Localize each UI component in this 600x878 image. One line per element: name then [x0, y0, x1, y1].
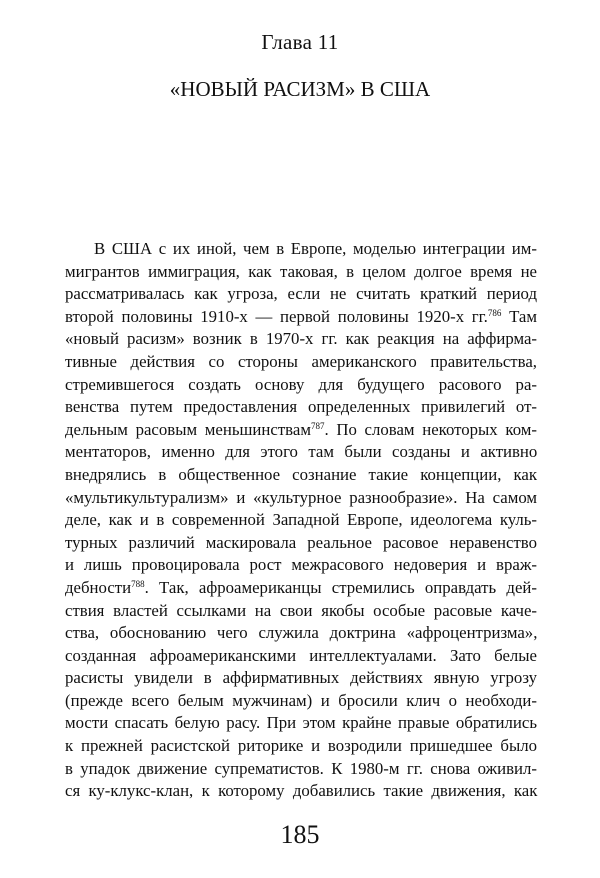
line-text: ствия властей ссылками на свои якобы особые расовые каче- [65, 600, 537, 620]
line-text: расисты увидели в аффирмативных действиях явную угрозу [65, 668, 537, 688]
line-text: ся ку-клукс-клан, к которому добавились такие движения, как [65, 781, 538, 801]
text-line [65, 396, 537, 419]
text-line [65, 487, 537, 510]
text-line [65, 667, 537, 690]
line-text: дельным расовым меньшинствам [65, 419, 311, 439]
line-text: «мультикультурализм» и «культурное разнообразие». На самом [65, 487, 538, 507]
text-line [65, 532, 537, 555]
line-text: стремившегося создать основу для будущего расового ра- [65, 374, 537, 394]
text-line [65, 690, 537, 713]
line-text-continued: Там [501, 306, 537, 326]
text-line [65, 238, 537, 261]
text-line [65, 712, 537, 735]
text-line [65, 419, 537, 442]
text-line [65, 283, 537, 306]
line-text: венства путем предоставления определенных привилегий от- [65, 397, 537, 417]
line-text: «новый расизм» возник в 1970-х гг. как реакция на аффирма- [65, 329, 537, 349]
text-line [65, 577, 537, 600]
text-line [65, 464, 537, 487]
line-text: турных различий маскировала реальное расовое неравенство [65, 532, 537, 552]
page-number: 185 [280, 820, 320, 849]
text-line [65, 306, 537, 329]
footnote-marker: 787 [310, 420, 325, 431]
line-text: тивные действия со стороны американского правительства, [65, 351, 537, 371]
text-line [65, 509, 537, 532]
line-text: в упадок движение супрематистов. К 1980-м гг. снова оживил- [65, 758, 537, 778]
line-text: к прежней расистской риторике и возродили пришедшее было [65, 736, 537, 756]
text-line [65, 645, 537, 668]
text-line [65, 758, 537, 781]
text-line [65, 351, 537, 374]
line-text: созданная афроамериканскими интеллектуалами. Зато белые [65, 645, 537, 665]
line-text: ства, обоснованию чего служила доктрина «афроцентризма», [65, 623, 538, 643]
line-text: рассматривалась как угроза, если не считать краткий период [65, 284, 538, 304]
line-text-continued: . По словам некоторых ком- [324, 419, 537, 439]
line-text: и лишь провоцировала рост межрасового недоверия и враж- [65, 555, 537, 575]
line-text: мигрантов иммиграция, как таковая, в целом долгое время не [65, 261, 537, 281]
line-text: мости спасать белую расу. При этом крайне правые обратились [65, 713, 537, 733]
line-text: второй половины 1910-х — первой половины 1920-х гг. [65, 306, 488, 326]
line-text: внедрялись в общественное сознание такие концепции, как [65, 464, 537, 484]
line-text: (прежде всего белым мужчинам) и бросили клич о необходи- [65, 690, 537, 710]
text-line [65, 600, 537, 623]
body-paragraph [65, 238, 537, 803]
text-line [65, 328, 537, 351]
text-line [65, 735, 537, 758]
text-line [65, 780, 537, 803]
line-text: дебности [65, 577, 132, 597]
text-line [65, 554, 537, 577]
chapter-label: Глава 11 [261, 30, 339, 54]
footnote-marker: 786 [487, 307, 502, 318]
chapter-title: «НОВЫЙ РАСИЗМ» В США [169, 77, 431, 101]
line-text-continued: . Так, афроамериканцы стремились оправдать дей- [144, 577, 537, 597]
line-text: В США с их иной, чем в Европе, моделью интеграции им- [94, 239, 537, 258]
line-text: ментаторов, именно для этого там были созданы и активно [65, 442, 538, 462]
text-line [65, 441, 537, 464]
line-text: деле, как и в современной Западной Европе, идеологема куль- [65, 510, 537, 530]
text-line [65, 374, 537, 397]
footnote-marker: 788 [131, 578, 145, 589]
text-line [65, 622, 537, 645]
text-line [65, 261, 537, 284]
